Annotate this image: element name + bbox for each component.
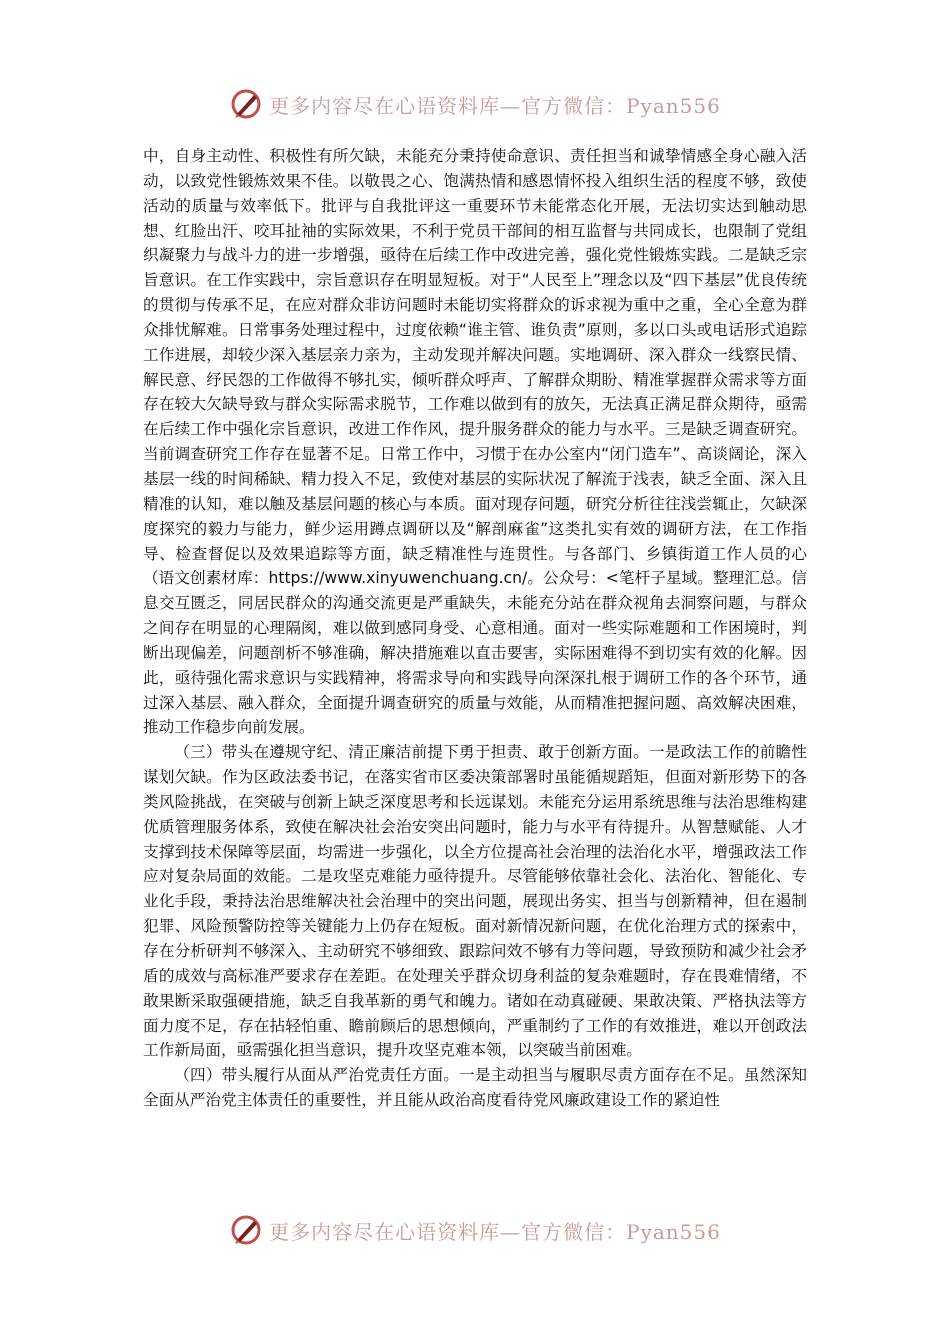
paragraph-section-4: （四）带头履行从面从严治党责任方面。一是主动担当与履职尽责方面存在不足。虽然深知全面从严治党主体责任的重要性，并且能从政治高度看待党风廉政建设工作的紧迫性 <box>143 1066 807 1110</box>
footer-watermark-banner <box>0 1210 950 1250</box>
paragraph-continuation: 中，自身主动性、积极性有所欠缺，未能充分秉持使命意识、责任担当和诚挚情感全身心融入活动，以致党性锻炼效果不佳。以敬畏之心、饱满热情和感恩情怀投入组织生活的程度不够，致使活动的质量与效率低下。批评与自我批评这一重要环节未能常态化开展，无法切实达到触动思想、红脸出汗、咬耳扯袖的实际效果，不利于党员干部间的相互监督与共同成长，也限制了党组织凝聚力与战斗力的进一步增强，亟待在后续工作中改进完善，强化党性锻炼实践。二是缺乏宗旨意识。在工作实践中，宗旨意识存在明显短板。对于“人民至上”理念以及“四下基层”优良传统的贯彻与传承不足，在应对群众非访问题时未能切实将群众的诉求视为重中之重，全心全意为群众排忧解难。日常事务处理过程中，过度依赖“谁主管、谁负责”原则，多以口头或电话形式追踪工作进展，却较少深入基层亲力亲为，主动发现并解决问题。实地调研、深入群众一线察民情、解民意、纾民怨的工作做得不够扎实，倾听群众呼声、了解群众期盼、精准掌握群众需求等方面存在较大欠缺导致与群众实际需求脱节，工作难以做到有的放矢，无法真正满足群众期待，亟需在后续工作中强化宗旨意识，改进工作作风，提升服务群众的能力与水平。三是缺乏调查研究。当前调查研究工作存在显著不足。日常工作中，习惯于在办公室内“闭门造车”、高谈阔论，深入基层一线的时间稀缺、精力投入不足，致使对基层的实际状况了解流于浅表，缺乏全面、深入且精准的认知，难以触及基层问题的核心与本质。面对现存问题，研究分析往往浅尝辄止，欠缺深度探究的毅力与能力，鲜少运用蹲点调研以及“解剖麻雀”这类扎实有效的调研方法，在工作指导、检查督促以及效果追踪等方面，缺乏精准性与连贯性。与各部门、乡镇街道工作人员的心（语文创素材库：https://www.xinyuwenchuang.cn/。公众号：<笔杆子星域。整理汇总。信息交互匮乏，同居民群众的沟通交流更是严重缺失，未能充分站在群众视角去洞察问题，与群众之间存在明显的心理隔阂，难以做到感同身受、心意相通。面对一些实际难题和工作困境时，判断出现偏差，问题剖析不够准确，解决措施难以直击要害，实际困难得不到切实有效的化解。因此，亟待强化需求意识与实践精神，将需求导向和实践导向深深扎根于调研工作的各个环节，通过深入基层、融入群众，全面提升调查研究的质量与效能，从而精准把握问题、高效解决困难，推动工作稳步向前发展。 <box>143 147 807 737</box>
banner-text: 更多内容尽在心语资料库—官方微信：Pyan556 <box>269 93 721 118</box>
document-body <box>143 144 807 1113</box>
header-watermark-banner <box>0 84 950 124</box>
banner-text: 更多内容尽在心语资料库—官方微信：Pyan556 <box>269 1219 721 1244</box>
pen-logo-icon <box>229 87 263 121</box>
pen-logo-icon <box>229 1213 263 1247</box>
paragraph-section-3: （三）带头在遵规守纪、清正廉洁前提下勇于担责、敢于创新方面。一是政法工作的前瞻性谋划欠缺。作为区政法委书记，在落实省市区委决策部署时虽能循规蹈矩，但面对新形势下的各类风险挑战，在突破与创新上缺乏深度思考和长远谋划。未能充分运用系统思维与法治思维构建优质管理服务体系，致使在解决社会治安突出问题时，能力与水平有待提升。从智慧赋能、人才支撑到技术保障等层面，均需进一步强化，以全方位提高社会治理的法治化水平，增强政法工作应对复杂局面的效能。二是攻坚克难能力亟待提升。尽管能够依靠社会化、法治化、智能化、专业化手段，秉持法治思维解决社会治理中的突出问题，展现出务实、担当与创新精神，但在遏制犯罪、风险预警防控等关键能力上仍存在短板。面对新情况新问题，在优化治理方式的探索中，存在分析研判不够深入、主动研究不够细致、跟踪问效不够有力等问题，导致预防和减少社会矛盾的成效与高标准严要求存在差距。在处理关乎群众切身利益的复杂难题时，存在畏难情绪，不敢果断采取强硬措施，缺乏自我革新的勇气和魄力。诸如在动真碰硬、果敢决策、严格执法等方面力度不足，存在拈轻怕重、瞻前顾后的思想倾向，严重制约了工作的有效推进，难以开创政法工作新局面，亟需强化担当意识，提升攻坚克难本领，以突破当前困难。 <box>143 743 807 1060</box>
